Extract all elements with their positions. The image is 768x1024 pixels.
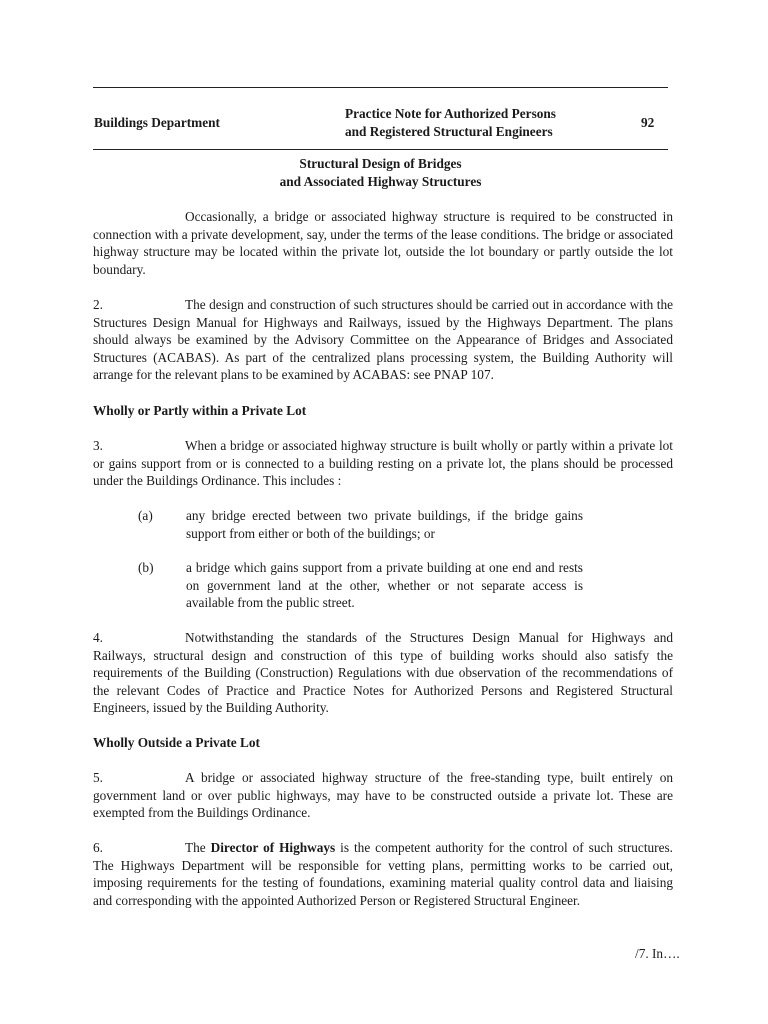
list-item-a-text: any bridge erected between two private buildings, if the bridge gains support from either or both of the buildings; or bbox=[186, 508, 583, 541]
paragraph-6-text-post: is the competent authority for the control of such structures. The Highways Department will be responsible for vetting plans, permitting works to be carried out, imposing requirements for the testing of foundations, examining material quality control data and liaising and corresponding with the appointed Authorized Person or Registered Structural Engineer. bbox=[93, 840, 674, 908]
paragraph-4 bbox=[93, 629, 673, 717]
paragraph-2 bbox=[93, 296, 673, 384]
paragraph-5 bbox=[93, 769, 673, 822]
paragraph-5-number: 5. bbox=[93, 770, 103, 785]
paragraph-4-number: 4. bbox=[93, 630, 103, 645]
paragraph-1 bbox=[93, 208, 673, 278]
paragraph-2-number: 2. bbox=[93, 297, 103, 312]
list-item-b-text: a bridge which gains support from a private building at one end and rests on government land at the other, whether or not separate access is available from the public street. bbox=[186, 560, 583, 610]
paragraph-3-number: 3. bbox=[93, 438, 103, 453]
practice-note-line-2: and Registered Structural Engineers bbox=[345, 124, 553, 139]
list-item-b-label: (b) bbox=[138, 560, 154, 575]
list-item-b bbox=[138, 559, 583, 612]
paragraph-3 bbox=[93, 437, 673, 490]
page-continuation: /7. In…. bbox=[635, 946, 680, 961]
practice-note-title bbox=[345, 105, 556, 141]
paragraph-2-text: The design and construction of such structures should be carried out in accordance with the Structures Design Manual for Highways and Railways, issued by the Highways Department. The plans should always be examined by the Advisory Committee on the Appearance of Bridges and Associated Structures (ACABAS). As part of the centralized plans processing system, the Building Authority will arrange for the relevant plans to be examined by ACABAS: see PNAP 107. bbox=[93, 297, 673, 382]
header-top-rule bbox=[93, 87, 668, 88]
paragraph-6-number: 6. bbox=[93, 840, 103, 855]
section-heading-outside-lot: Wholly Outside a Private Lot bbox=[93, 735, 260, 750]
paragraph-6 bbox=[93, 839, 673, 909]
paragraph-6-authority: Director of Highways bbox=[210, 840, 336, 855]
list-item-a bbox=[138, 507, 583, 542]
department-name: Buildings Department bbox=[94, 115, 220, 130]
paragraph-1-text: Occasionally, a bridge or associated highway structure is required to be constructed in connection with a private development, say, under the terms of the lease conditions. The bridge or associated highway structure may be located within the private lot, outside the lot boundary or partly outside the lot boundary. bbox=[93, 209, 673, 277]
document-title bbox=[93, 155, 668, 191]
section-heading-within-lot: Wholly or Partly within a Private Lot bbox=[93, 403, 307, 418]
paragraph-4-text: Notwithstanding the standards of the Structures Design Manual for Highways and Railways, structural design and construction of this type of building works should also satisfy the requirements of the Building (Construction) Regulations with due observation of the recommendations of the relevant Codes of Practice and Practice Notes for Authorized Persons and Registered Structural Engineers, issued by the Building Authority. bbox=[93, 630, 673, 715]
header-bottom-rule bbox=[93, 149, 668, 150]
document-title-line-1: Structural Design of Bridges bbox=[299, 156, 462, 171]
paragraph-6-text-pre: The bbox=[185, 840, 211, 855]
document-title-line-2: and Associated Highway Structures bbox=[279, 174, 482, 189]
practice-note-line-1: Practice Note for Authorized Persons bbox=[345, 106, 556, 121]
paragraph-5-text: A bridge or associated highway structure of the free-standing type, built entirely on government land or over public highways, may have to be constructed outside a private lot. These are exempted from the Buildings Ordinance. bbox=[93, 770, 673, 820]
paragraph-3-text: When a bridge or associated highway structure is built wholly or partly within a private lot or gains support from or is connected to a building resting on a private lot, the plans should be processed under the Buildings Ordinance. This includes : bbox=[93, 438, 673, 488]
list-item-a-label: (a) bbox=[138, 508, 153, 523]
practice-note-number: 92 bbox=[641, 115, 655, 130]
